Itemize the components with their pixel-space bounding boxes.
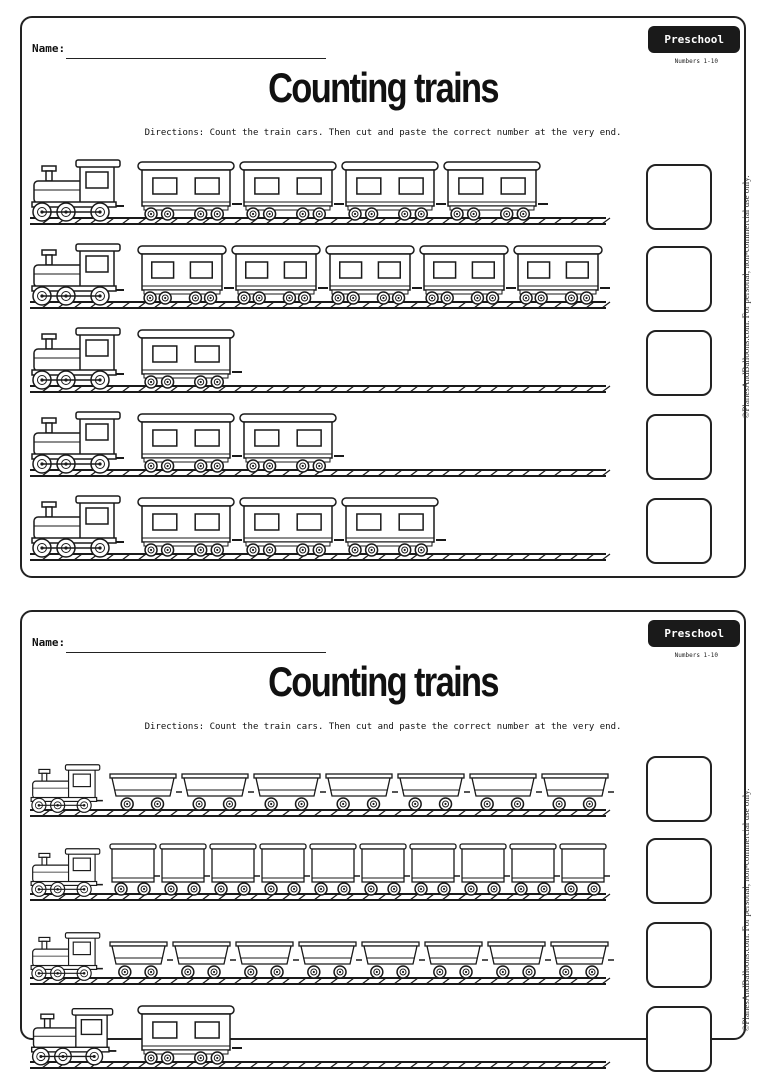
train-car [514,246,610,304]
locomotive [32,160,124,221]
train-row-3 [28,920,618,990]
train-car [160,844,210,895]
train-car [236,942,299,978]
train-car [510,844,560,895]
directions-text: Directions: Count the train cars. Then cut and paste the correct number at the very end. [144,722,622,732]
train-row-3 [28,318,618,398]
train-car [110,774,182,810]
train-car [362,942,425,978]
answer-box-3[interactable] [646,330,712,396]
train-car [260,844,310,895]
train-car [254,774,326,810]
name-line [66,652,326,653]
level-badge: Preschool [648,26,740,53]
train-car [360,844,410,895]
name-line [66,58,326,59]
locomotive [32,244,124,305]
train-car [138,330,242,388]
train-car [138,162,242,220]
train-car [425,942,488,978]
locomotive [31,849,103,897]
train-car [542,774,614,810]
train-car [240,498,344,556]
train-car [232,246,328,304]
railroad-track [30,978,610,984]
train-car [398,774,470,810]
answer-box-4[interactable] [646,414,712,480]
train-row-4 [28,1004,618,1074]
train-car [420,246,516,304]
worksheet-2 [20,610,751,1040]
copyright-notice [736,18,756,576]
train-car [138,498,242,556]
railroad-track [30,810,610,816]
copyright-notice [736,612,756,1038]
train-car [299,942,362,978]
train-car [444,162,548,220]
train-car [182,774,254,810]
train-car [410,844,460,895]
answer-box-5[interactable] [646,498,712,564]
directions-text: Directions: Count the train cars. Then cut and paste the correct number at the very end. [144,128,622,138]
train-car [488,942,551,978]
train-row-5 [28,486,618,566]
train-car [240,414,344,472]
train-car [326,246,422,304]
railroad-track [30,1062,610,1068]
answer-box-3[interactable] [646,922,712,988]
worksheet-1 [20,16,751,578]
train-car [310,844,360,895]
numbers-note: Numbers 1-10 [674,58,718,65]
name-label: Name: [32,42,66,55]
locomotive [31,765,103,813]
level-badge: Preschool [648,620,740,647]
train-car [342,162,446,220]
answer-box-2[interactable] [646,838,712,904]
locomotive [32,412,124,473]
train-car [342,498,446,556]
locomotive [31,933,103,981]
train-car [560,844,610,895]
locomotive [32,328,124,389]
locomotive [32,496,124,557]
page-title: Counting trains [268,658,498,705]
railroad-track [30,386,610,392]
numbers-note: Numbers 1-10 [674,652,718,659]
train-car [110,942,173,978]
train-car [326,774,398,810]
copyright-text: ©PlanesAndBalloons.com. For personal, non-commercial use only. [741,175,751,419]
train-car [138,246,234,304]
page-title: Counting trains [268,64,498,111]
answer-box-1[interactable] [646,756,712,822]
train-row-1 [28,752,618,822]
train-car [210,844,260,895]
train-car [551,942,614,978]
train-car [470,774,542,810]
train-car [240,162,344,220]
train-car [138,414,242,472]
train-car [138,1006,242,1064]
locomotive [32,1009,117,1065]
answer-box-1[interactable] [646,164,712,230]
copyright-text: ©PlanesAndBalloons.com. For personal, non-commercial use only. [741,788,751,1032]
train-row-1 [28,150,618,230]
name-label: Name: [32,636,66,649]
train-car [460,844,510,895]
train-row-2 [28,234,618,314]
answer-box-2[interactable] [646,246,712,312]
train-car [173,942,236,978]
train-row-2 [28,836,618,906]
train-car [110,844,160,895]
answer-box-4[interactable] [646,1006,712,1072]
train-row-4 [28,402,618,482]
